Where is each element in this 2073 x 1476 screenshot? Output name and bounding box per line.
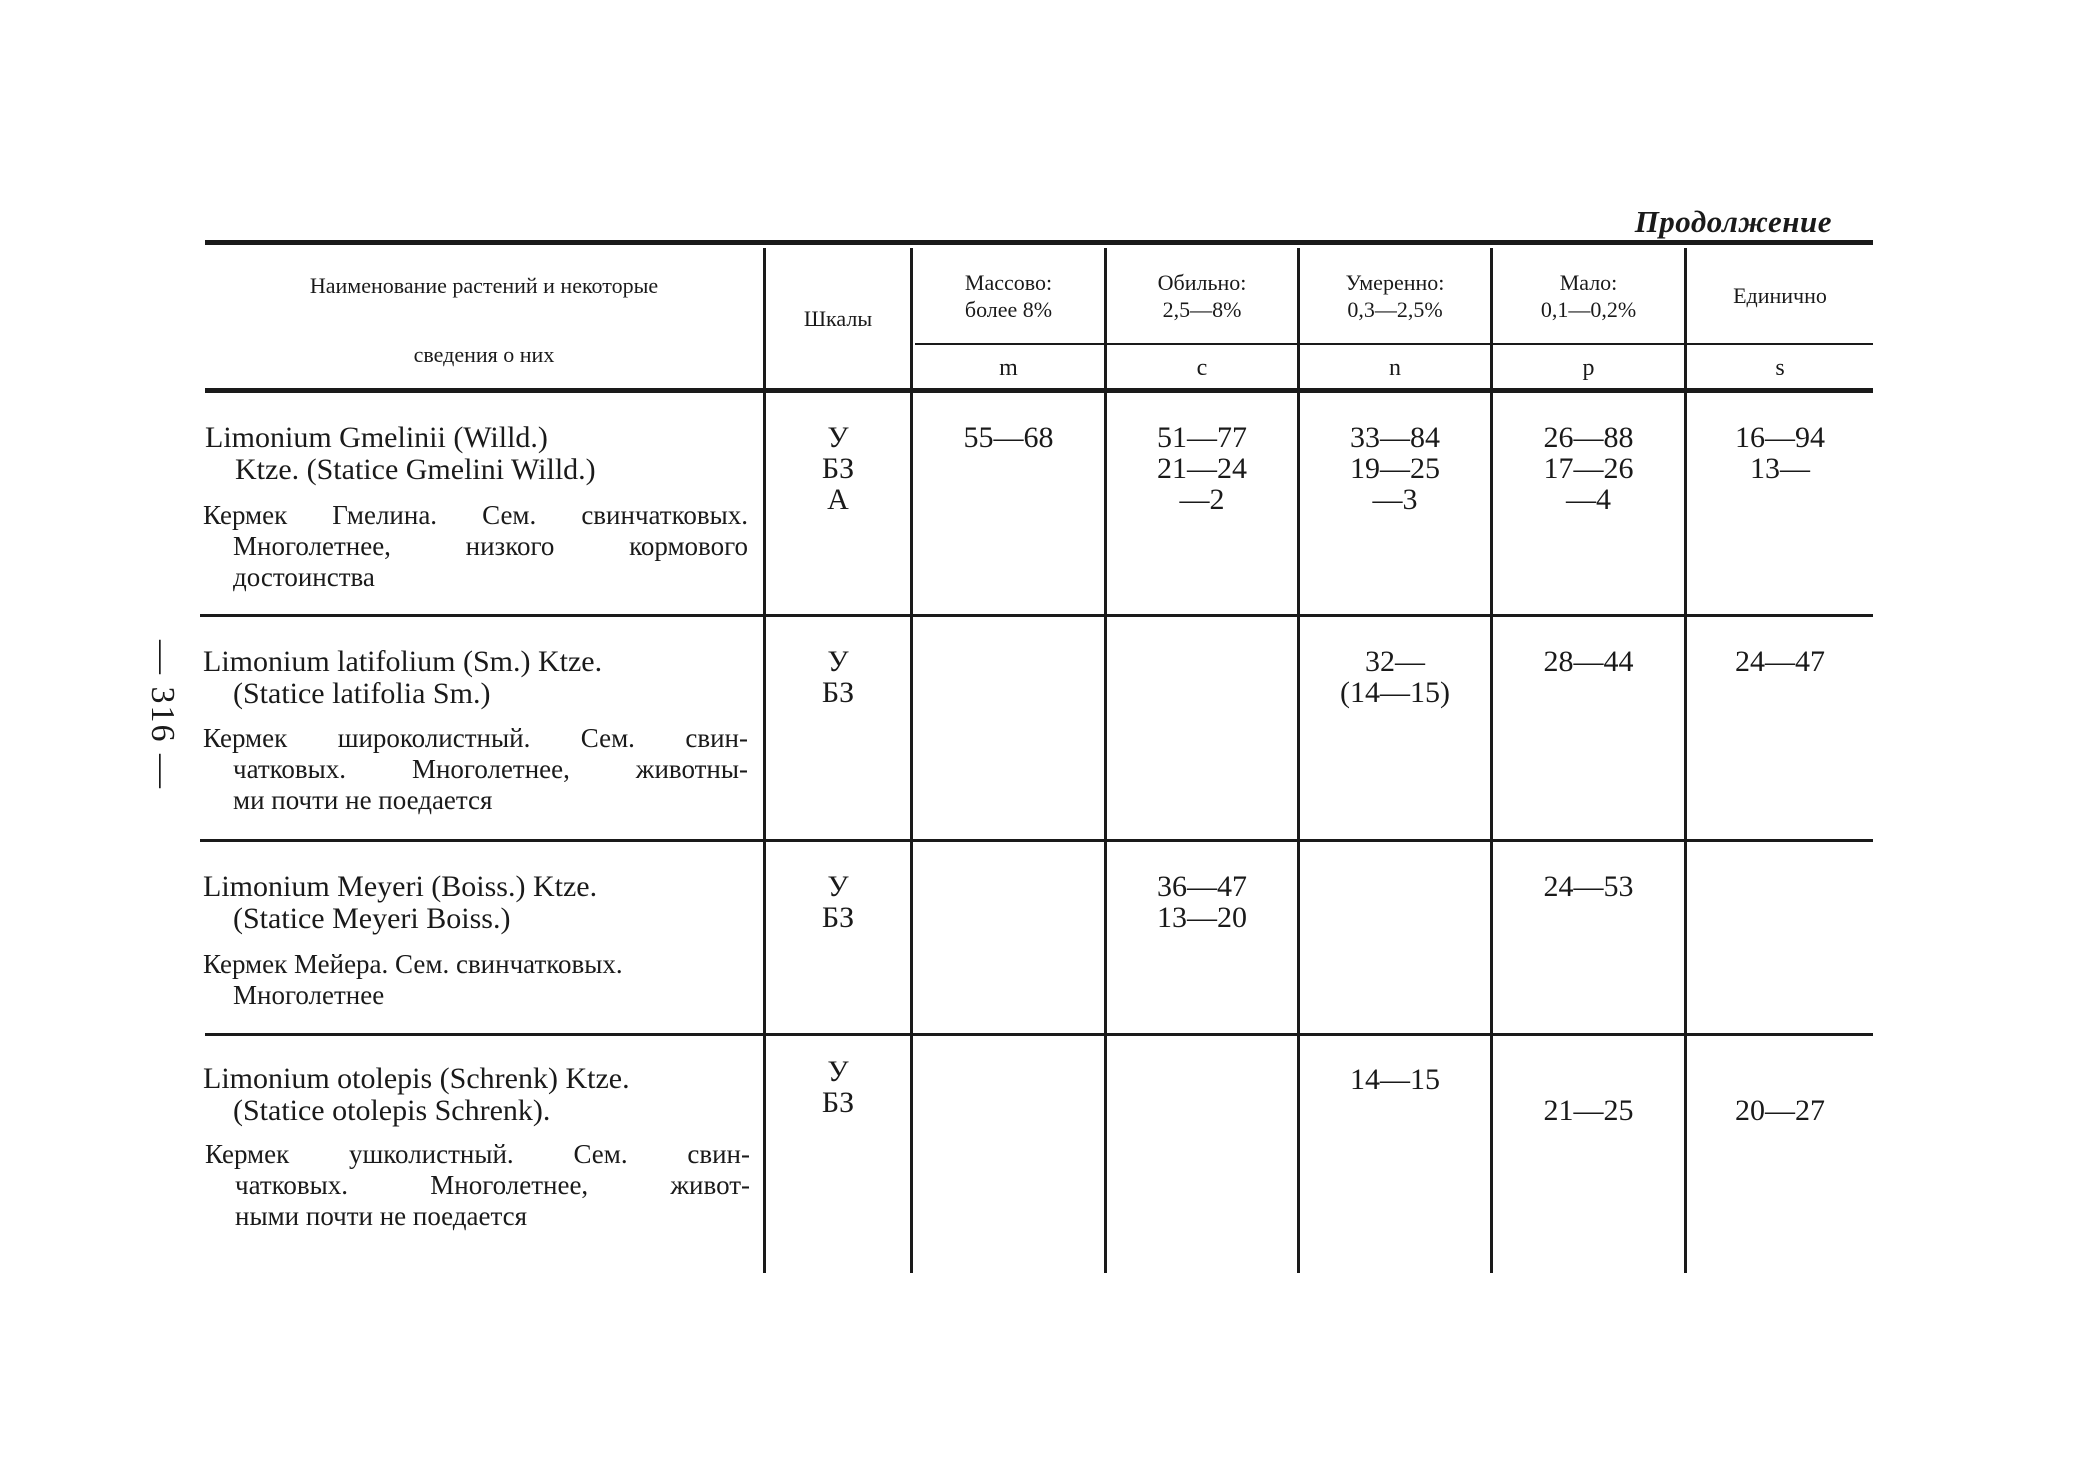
symbol-p: p [1582,354,1595,381]
row-1-s: 16—94 13— [1735,421,1825,485]
header-column-n: Умеренно: 0,3—2,5% [1345,269,1445,322]
row-1-n: 33—84 19—25 —3 [1350,421,1440,516]
row-2-scales: У БЗ [821,645,855,709]
row-3-p: 24—53 [1543,870,1634,903]
header-bottom-rule [205,388,1873,393]
header-sub-rule [915,343,1873,345]
row-2-description: Кермек широколистный. Сем. свин- чатковых. Многолетнее, животны- ми почти не поедается [203,723,748,815]
header-column-p: Мало: 0,1—0,2% [1540,269,1637,322]
row-3-scales: У БЗ [821,870,855,934]
column-rule-3 [1104,248,1107,1273]
header-name-line-2: сведения о них [413,342,555,367]
row-4-description: Кермек ушколистный. Сем. свин- чатковых. Многолетнее, живот- ными почти не поедается [205,1139,750,1231]
row-1-description: Кермек Гмелина. Сем. свинчатковых. Многолетнее, низкого кормового достоинства [203,500,748,592]
row-3-latin-name: Limonium Meyeri (Boiss.) Ktze. (Statice Meyeri Boiss.) [203,870,598,935]
row-2-latin-name: Limonium latifolium (Sm.) Ktze. (Statice latifolia Sm.) [203,645,603,710]
header-name-line-1: Наименование растений и некоторые [309,273,659,298]
row-divider-3 [205,1033,1873,1036]
row-divider-2 [200,839,1873,842]
row-divider-1 [200,614,1873,617]
row-4-latin-name: Limonium otolepis (Schrenk) Ktze. (Statice otolepis Schrenk). [203,1062,630,1127]
row-4-scales: У БЗ [821,1055,855,1119]
row-1-scales: У БЗ А [821,421,855,516]
header-column-s: Единично [1733,283,1827,308]
symbol-n: n [1389,354,1401,381]
column-rule-2 [910,248,913,1273]
row-4-n: 14—15 [1350,1063,1440,1096]
row-1-latin-name: Limonium Gmelinii (Willd.) Ktze. (Statice Gmelini Willd.) [205,421,596,486]
symbol-m: m [999,354,1018,381]
row-1-c: 51—77 21—24 —2 [1157,421,1247,516]
row-4-s: 20—27 [1735,1094,1825,1127]
row-1-m: 55—68 [963,421,1054,454]
symbol-c: c [1196,354,1208,381]
row-1-p: 26—88 17—26 —4 [1543,421,1634,516]
header-name-column [210,272,758,368]
header-column-c: Обильно: 2,5—8% [1157,269,1247,322]
header-scales-column: Шкалы [803,305,873,331]
column-rule-1 [763,248,766,1273]
row-2-n: 32— (14—15) [1340,645,1450,709]
row-2-s: 24—47 [1735,645,1825,678]
row-2-p: 28—44 [1543,645,1634,678]
column-rule-4 [1297,248,1300,1273]
row-3-c: 36—47 13—20 [1157,870,1247,934]
symbol-s: s [1775,354,1785,381]
row-4-p: 21—25 [1543,1094,1634,1127]
row-3-description: Кермек Мейера. Сем. свинчатковых. Многолетнее [203,949,623,1010]
header-column-m: Массово: более 8% [964,269,1053,322]
continued-label: Продолжение [1634,204,1832,239]
table-top-rule [205,240,1873,245]
page-number: — 316 — [144,640,181,790]
